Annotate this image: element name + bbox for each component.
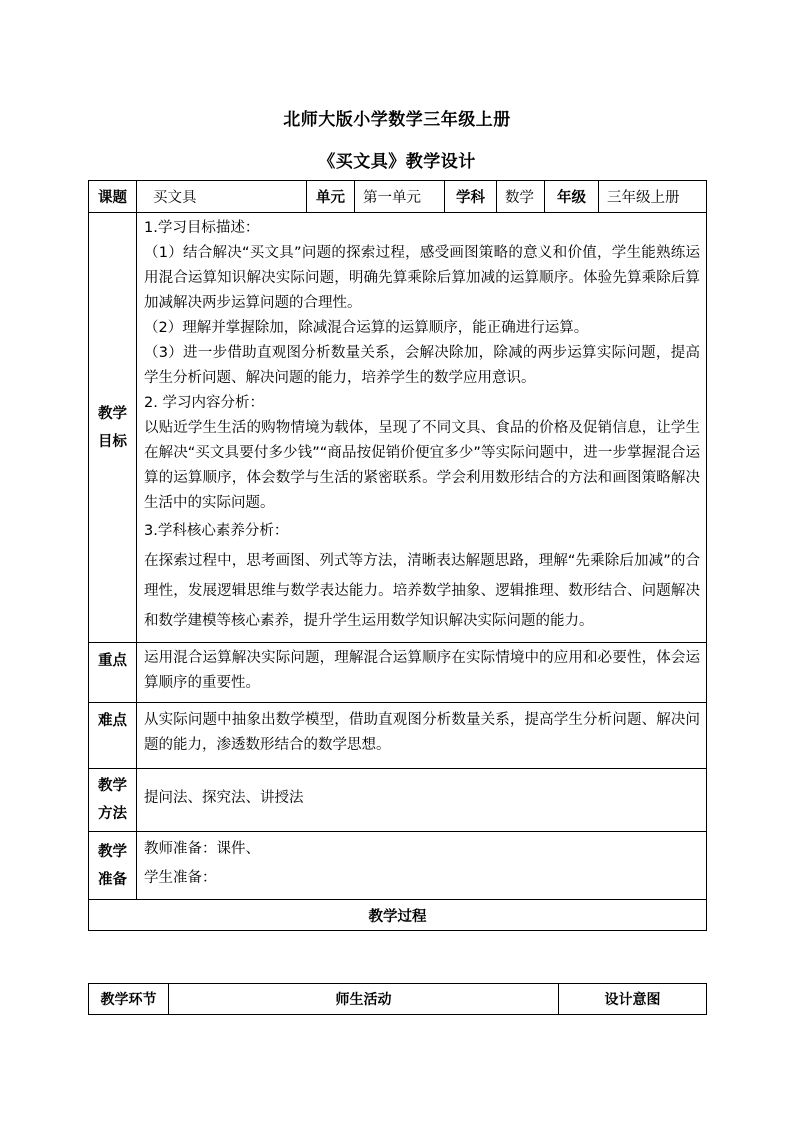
difficulties-content (137, 703, 707, 769)
objectives-content (137, 213, 707, 643)
methods-label-line1: 教学 (98, 778, 127, 794)
lesson-plan-table (88, 180, 707, 931)
methods-text: 提问法、探究法、讲授法 (144, 790, 304, 806)
objectives-paragraph: 3.学科核心素养分析： (144, 523, 289, 539)
grade-label: 年级 (545, 181, 599, 213)
process-title-row (89, 900, 707, 931)
stage-column-header: 教学环节 (89, 984, 169, 1015)
preparation-label (89, 832, 137, 900)
key-points-row (89, 643, 707, 703)
objectives-label-line1: 教学 (98, 405, 127, 422)
topic-label: 课题 (89, 181, 137, 213)
objectives-paragraph: （1）结合解决“买文具”问题的探索过程，感受画图策略的意义和价值，学生能熟练运用混合运算知识解决实际问题，明确先算乘除后算加减的运算顺序。体验先算乘除后算加减解决两步运算问题的合理性。 (144, 245, 700, 311)
process-header-table (88, 983, 707, 1015)
key-points-content (137, 643, 707, 703)
difficulties-row (89, 703, 707, 769)
methods-label-line2: 方法 (98, 806, 127, 822)
objectives-paragraph: 以贴近学生生活的购物情境为载体，呈现了不同文具、食品的价格及促销信息，让学生在解决“买文具要付多少钱”“商品按促销价便宜多少”等实际问题中，进一步掌握混合运算的运算顺序，体会数学与生活的紧密联系。学会利用数形结合的方法和画图策略解决生活中的实际问题。 (144, 420, 700, 511)
subject-label: 学科 (445, 181, 497, 213)
document-title-line2: 《买文具》教学设计 (318, 152, 476, 172)
document-title-line1: 北师大版小学数学三年级上册 (283, 110, 511, 130)
preparation-label-line1: 教学 (98, 843, 127, 860)
objectives-paragraph: （3）进一步借助直观图分析数量关系，会解决除加，除减的两步运算实际问题，提高学生分析问题、解决问题的能力，培养学生的数学应用意识。 (144, 345, 700, 386)
header-row (89, 181, 707, 213)
preparation-student: 学生准备： (144, 870, 217, 886)
objectives-paragraph: 2. 学习内容分析： (144, 395, 264, 411)
objectives-label-line2: 目标 (98, 433, 127, 450)
key-points-label: 重点 (89, 643, 137, 703)
key-points-text: 运用混合运算解决实际问题，理解混合运算顺序在实际情境中的应用和必要性，体会运算顺序的重要性。 (144, 650, 700, 691)
unit-value: 第一单元 (355, 181, 445, 213)
topic-value: 买文具 (137, 181, 307, 213)
objectives-label (89, 213, 137, 643)
process-title: 教学过程 (89, 900, 707, 931)
methods-content (137, 769, 707, 832)
unit-label: 单元 (307, 181, 355, 213)
activity-column-header: 师生活动 (169, 984, 559, 1015)
process-header-row (89, 984, 707, 1015)
grade-value: 三年级上册 (599, 181, 707, 213)
intent-column-header: 设计意图 (559, 984, 707, 1015)
difficulties-text: 从实际问题中抽象出数学模型，借助直观图分析数量关系，提高学生分析问题、解决问题的能力，渗透数形结合的数学思想。 (144, 712, 700, 753)
preparation-teacher: 教师准备：课件、 (144, 841, 260, 857)
methods-row (89, 769, 707, 832)
preparation-label-line2: 准备 (98, 871, 127, 888)
preparation-row (89, 832, 707, 900)
preparation-content (137, 832, 707, 900)
difficulties-label: 难点 (89, 703, 137, 769)
subject-value: 数学 (497, 181, 545, 213)
objectives-paragraph: （2）理解并掌握除加，除减混合运算的运算顺序，能正确进行运算。 (144, 320, 589, 336)
objectives-paragraph: 在探索过程中，思考画图、列式等方法，清晰表达解题思路，理解“先乘除后加减”的合理性，发展逻辑思维与数学表达能力。培养数学抽象、逻辑推理、数形结合、问题解决和数学建模等核心素养，提升学生运用数学知识解决实际问题的能力。 (144, 553, 700, 629)
objectives-row (89, 213, 707, 643)
objectives-paragraph: 1.学习目标描述： (144, 220, 260, 236)
methods-label (89, 769, 137, 832)
